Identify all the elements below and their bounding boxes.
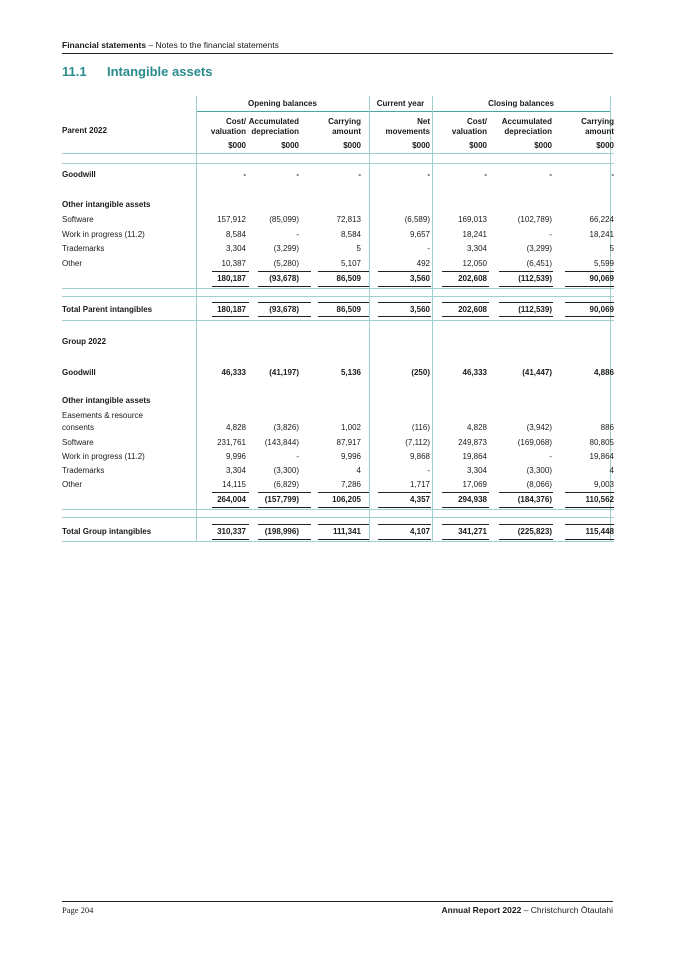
table-row: [62, 213, 614, 227]
section-number: 11.1: [62, 64, 87, 79]
row-label: Software: [62, 215, 94, 224]
total-rule: [442, 507, 489, 508]
cell-value: -: [296, 170, 299, 179]
cell-value: -: [484, 170, 487, 179]
cell-value: (3,826): [273, 423, 299, 432]
cell-value: 180,187: [217, 274, 246, 283]
cell-value: 14,115: [222, 480, 246, 489]
table-row: [62, 525, 614, 539]
table-row: [62, 335, 614, 349]
cell-value: 8,584: [340, 230, 361, 239]
cell-value: (225,823): [517, 527, 552, 536]
cell-value: amount: [585, 127, 614, 136]
cell-value: -: [427, 466, 430, 475]
cell-value: amount: [332, 127, 361, 136]
cell-value: 111,341: [332, 527, 361, 536]
cell-value: 3,304: [466, 244, 487, 253]
cell-value: (93,678): [269, 274, 299, 283]
total-rule: [442, 539, 489, 540]
total-rule: [378, 286, 431, 287]
total-rule: [442, 316, 489, 317]
table-row: [62, 366, 614, 380]
row-label: Goodwill: [62, 368, 96, 377]
cell-value: 3,560: [409, 274, 430, 283]
row-divider: [62, 296, 614, 297]
cell-value: (6,451): [526, 259, 552, 268]
row-label: Group 2022: [62, 337, 107, 346]
total-rule: [212, 524, 249, 525]
cell-value: 492: [416, 259, 430, 268]
cell-value: 4: [356, 466, 361, 475]
cell-value: 12,050: [462, 259, 487, 268]
row-label: Trademarks: [62, 244, 105, 253]
cell-value: 5: [609, 244, 614, 253]
cell-value: (5,280): [273, 259, 299, 268]
header-subsection: – Notes to the financial statements: [146, 40, 279, 50]
cell-value: 169,013: [458, 215, 487, 224]
total-rule: [565, 507, 614, 508]
cell-value: (3,300): [273, 466, 299, 475]
subtotal-row: [62, 493, 614, 507]
cell-value: 80,805: [589, 438, 614, 447]
total-rule: [565, 271, 614, 272]
section-title: Intangible assets: [107, 64, 213, 79]
cell-value: Carrying: [581, 117, 614, 126]
total-rule: [212, 271, 249, 272]
cell-value: -: [243, 170, 246, 179]
table-row: [62, 421, 614, 435]
table-row: [62, 242, 614, 256]
total-rule: [499, 507, 553, 508]
row-label: Other: [62, 480, 83, 489]
cell-value: (143,844): [264, 438, 299, 447]
row-label: Easements & resource: [62, 411, 143, 420]
table-row: [62, 228, 614, 242]
cell-value: 86,509: [336, 305, 361, 314]
row-label: Software: [62, 438, 94, 447]
cell-value: (112,539): [518, 274, 552, 283]
group-opening-balances: Opening balances: [196, 97, 369, 112]
total-rule: [442, 271, 489, 272]
cell-value: 7,286: [340, 480, 361, 489]
cell-value: 9,996: [225, 452, 246, 461]
cell-value: 886: [600, 423, 614, 432]
table-row: [62, 464, 614, 478]
table-row: [62, 478, 614, 492]
cell-value: $000: [281, 141, 299, 150]
cell-value: 180,187: [217, 305, 246, 314]
cell-value: 1,002: [340, 423, 361, 432]
table-row: [62, 198, 614, 212]
cell-value: 66,224: [589, 215, 614, 224]
cell-value: (85,099): [269, 215, 299, 224]
cell-value: 8,584: [225, 230, 246, 239]
cell-value: 341,271: [458, 527, 487, 536]
total-rule: [258, 302, 311, 303]
cell-value: 90,069: [589, 274, 614, 283]
cell-value: 249,873: [458, 438, 487, 447]
row-label: Work in progress (11.2): [62, 452, 145, 461]
table-row: [62, 436, 614, 450]
cell-value: $000: [596, 141, 614, 150]
total-rule: [499, 316, 553, 317]
row-label: Goodwill: [62, 170, 96, 179]
cell-value: (6,589): [404, 215, 430, 224]
total-rule: [499, 302, 553, 303]
total-rule: [258, 507, 311, 508]
cell-value: valuation: [210, 127, 246, 136]
row-label: Other intangible assets: [62, 200, 151, 209]
cell-value: (41,197): [269, 368, 299, 377]
row-label: Other intangible assets: [62, 396, 151, 405]
running-header: [62, 40, 279, 50]
cell-value: 110,562: [585, 495, 614, 504]
total-rule: [318, 302, 369, 303]
header-section: Financial statements: [62, 40, 147, 50]
row-label: Total Parent intangibles: [62, 305, 153, 314]
table-row: [62, 168, 614, 182]
cell-value: 17,069: [462, 480, 487, 489]
table-row: [62, 450, 614, 464]
total-rule: [378, 539, 431, 540]
row-divider: [62, 153, 614, 154]
cell-value: 4,828: [225, 423, 246, 432]
cell-value: -: [611, 170, 614, 179]
cell-value: $000: [534, 141, 552, 150]
cell-value: 5: [356, 244, 361, 253]
cell-value: $000: [343, 141, 361, 150]
row-divider: [62, 509, 614, 510]
cell-value: 1,717: [409, 480, 430, 489]
cell-value: (184,376): [517, 495, 552, 504]
cell-value: Accumulated: [248, 117, 299, 126]
header-rule: [62, 53, 613, 54]
cell-value: 4,107: [409, 527, 430, 536]
cell-value: 9,003: [593, 480, 614, 489]
total-rule: [565, 302, 614, 303]
total-rule: [499, 271, 553, 272]
total-rule: [212, 539, 249, 540]
cell-value: 5,599: [593, 259, 614, 268]
cell-value: (3,299): [526, 244, 552, 253]
cell-value: 19,864: [462, 452, 487, 461]
total-rule: [212, 286, 249, 287]
cell-value: $000: [469, 141, 487, 150]
cell-value: 115,448: [585, 527, 614, 536]
column-header-units: [62, 139, 614, 153]
cell-value: (102,789): [517, 215, 552, 224]
cell-value: 231,761: [217, 438, 246, 447]
cell-value: 3,304: [466, 466, 487, 475]
cell-value: 72,813: [336, 215, 361, 224]
cell-value: (93,678): [269, 305, 299, 314]
row-label: Total Group intangibles: [62, 527, 152, 536]
cell-value: 5,136: [340, 368, 361, 377]
total-rule: [318, 492, 369, 493]
cell-value: (169,068): [517, 438, 552, 447]
total-rule: [442, 286, 489, 287]
total-rule: [499, 524, 553, 525]
total-rule: [442, 492, 489, 493]
cell-value: valuation: [451, 127, 487, 136]
cell-value: -: [549, 452, 552, 461]
cell-value: (3,300): [526, 466, 552, 475]
row-divider: [62, 320, 614, 321]
total-rule: [318, 271, 369, 272]
cell-value: 46,333: [462, 368, 487, 377]
total-rule: [318, 539, 369, 540]
table-row: [62, 303, 614, 317]
table-row: [62, 257, 614, 271]
total-rule: [258, 539, 311, 540]
cell-value: 9,996: [340, 452, 361, 461]
cell-value: (3,942): [526, 423, 552, 432]
cell-value: (6,829): [273, 480, 299, 489]
total-rule: [565, 286, 614, 287]
total-rule: [318, 316, 369, 317]
cell-value: 294,938: [458, 495, 487, 504]
cell-value: 5,107: [340, 259, 361, 268]
cell-value: -: [358, 170, 361, 179]
row-label: Trademarks: [62, 466, 105, 475]
cell-value: 157,912: [217, 215, 246, 224]
total-rule: [499, 286, 553, 287]
cell-value: -: [549, 230, 552, 239]
cell-value: Cost/: [467, 117, 487, 126]
cell-value: 86,509: [336, 274, 361, 283]
cell-value: -: [427, 244, 430, 253]
cell-value: (8,066): [526, 480, 552, 489]
total-rule: [378, 302, 431, 303]
total-rule: [258, 316, 311, 317]
row-label: consents: [62, 423, 95, 432]
cell-value: 90,069: [589, 305, 614, 314]
total-rule: [378, 316, 431, 317]
row-label: Work in progress (11.2): [62, 230, 145, 239]
cell-value: -: [296, 452, 299, 461]
cell-value: (198,996): [264, 527, 299, 536]
report-title: [442, 905, 613, 915]
cell-value: 3,560: [409, 305, 430, 314]
total-rule: [318, 507, 369, 508]
total-rule: [378, 492, 431, 493]
cell-value: 87,917: [336, 438, 361, 447]
row-divider: [62, 163, 614, 164]
group-current-year: Current year: [369, 97, 432, 112]
total-rule: [212, 302, 249, 303]
cell-value: Cost/: [226, 117, 246, 126]
total-rule: [212, 492, 249, 493]
cell-value: (157,799): [264, 495, 299, 504]
table-row: [62, 394, 614, 408]
cell-value: 3,304: [225, 466, 246, 475]
row-divider: [62, 288, 614, 289]
cell-value: -: [296, 230, 299, 239]
cell-value: 10,387: [221, 259, 246, 268]
cell-value: (41,447): [522, 368, 552, 377]
cell-value: 4,357: [409, 495, 430, 504]
cell-value: (250): [411, 368, 430, 377]
row-label: Parent 2022: [62, 126, 107, 135]
cell-value: 310,337: [217, 527, 246, 536]
total-rule: [378, 524, 431, 525]
cell-value: movements: [385, 127, 430, 136]
cell-value: 18,241: [462, 230, 487, 239]
cell-value: (116): [411, 423, 430, 432]
cell-value: $000: [412, 141, 430, 150]
total-rule: [378, 271, 431, 272]
cell-value: 264,004: [217, 495, 246, 504]
cell-value: 9,868: [409, 452, 430, 461]
cell-value: depreciation: [504, 127, 552, 136]
cell-value: 4,828: [466, 423, 487, 432]
total-rule: [258, 492, 311, 493]
total-rule: [565, 539, 614, 540]
total-rule: [318, 524, 369, 525]
cell-value: 202,608: [458, 274, 487, 283]
cell-value: 106,205: [332, 495, 361, 504]
cell-value: depreciation: [251, 127, 299, 136]
cell-value: $000: [228, 141, 246, 150]
cell-value: Accumulated: [501, 117, 552, 126]
cell-value: -: [427, 170, 430, 179]
total-rule: [565, 492, 614, 493]
total-rule: [442, 524, 489, 525]
cell-value: 202,608: [458, 305, 487, 314]
report-city: – Christchurch Ōtautahi: [521, 905, 613, 915]
total-rule: [499, 492, 553, 493]
row-divider: [62, 541, 614, 542]
total-rule: [565, 316, 614, 317]
cell-value: 4: [609, 466, 614, 475]
total-rule: [378, 507, 431, 508]
cell-value: 19,864: [589, 452, 614, 461]
row-label: Other: [62, 259, 83, 268]
cell-value: 18,241: [589, 230, 614, 239]
cell-value: 46,333: [221, 368, 246, 377]
total-rule: [258, 286, 311, 287]
total-rule: [258, 271, 311, 272]
total-rule: [565, 524, 614, 525]
cell-value: (112,539): [518, 305, 552, 314]
row-divider: [62, 517, 614, 518]
cell-value: (3,299): [273, 244, 299, 253]
section-heading: [62, 64, 212, 79]
column-header-line2: [62, 125, 614, 139]
cell-value: Net: [417, 117, 430, 126]
cell-value: Carrying: [328, 117, 361, 126]
cell-value: 9,657: [409, 230, 430, 239]
total-rule: [318, 286, 369, 287]
total-rule: [258, 524, 311, 525]
footer-rule: [62, 901, 613, 902]
subtotal-row: [62, 272, 614, 286]
page-number: Page 204: [62, 905, 94, 915]
total-rule: [442, 302, 489, 303]
group-closing-balances: Closing balances: [432, 97, 610, 112]
cell-value: (7,112): [405, 438, 430, 447]
cell-value: 4,886: [593, 368, 614, 377]
total-rule: [212, 316, 249, 317]
total-rule: [212, 507, 249, 508]
cell-value: -: [549, 170, 552, 179]
report-name: Annual Report 2022: [441, 905, 522, 915]
total-rule: [499, 539, 553, 540]
cell-value: 3,304: [225, 244, 246, 253]
